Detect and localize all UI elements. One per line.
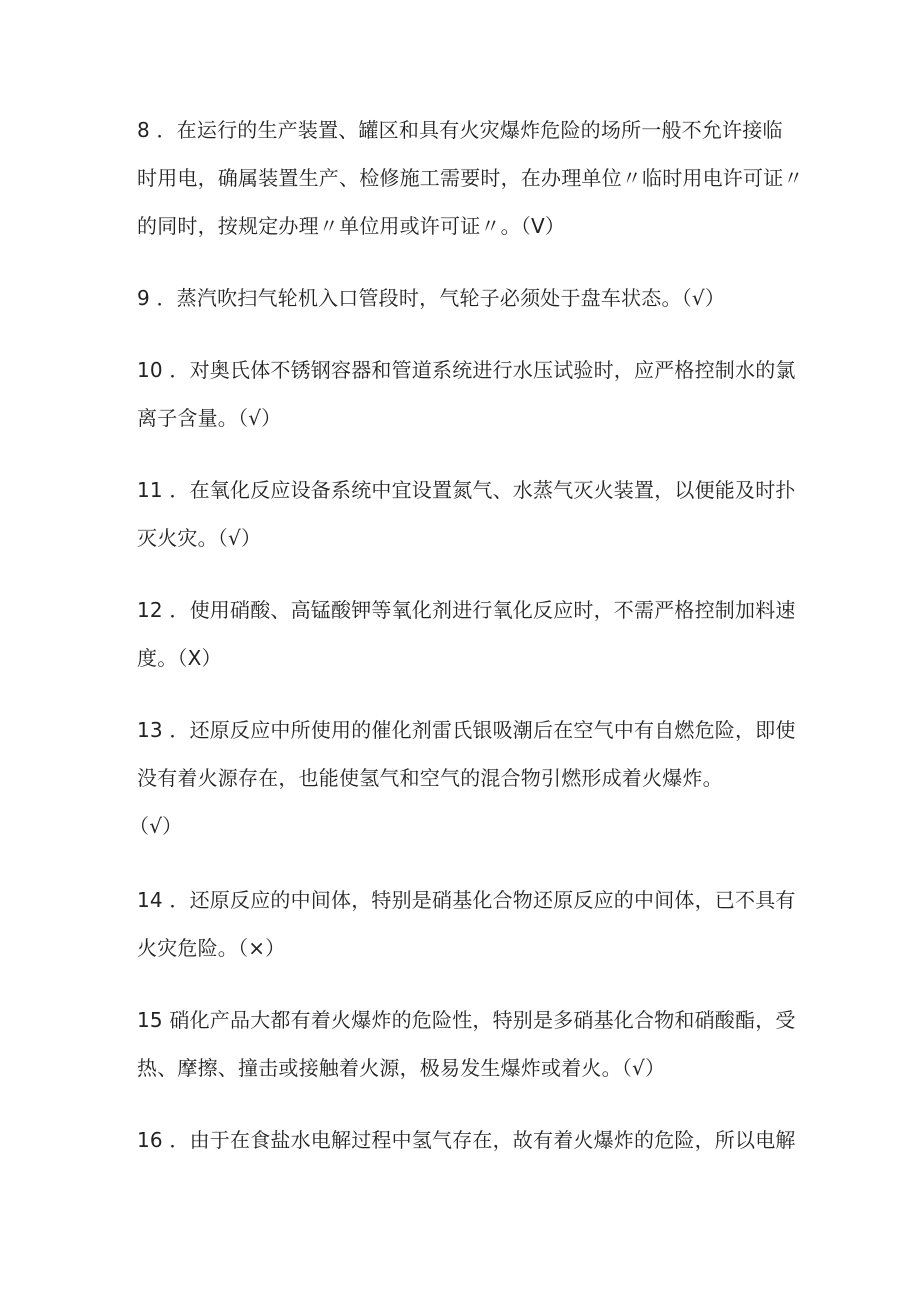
question-line: 没有着火源存在，也能使氢气和空气的混合物引燃形成着火爆炸。: [137, 766, 723, 790]
question-line: 热、摩擦、撞击或接触着火源，极易发生爆炸或着火。（√）: [137, 1056, 666, 1080]
question-11: [137, 466, 797, 562]
question-line: 的同时，按规定办理〃单位用或许可证〃。（V）: [137, 214, 566, 238]
question-line: 火灾危险。（×）: [137, 936, 286, 960]
question-line: 14 ．还原反应的中间体，特别是硝基化合物还原反应的中间体，已不具有: [137, 888, 796, 912]
question-12: [137, 586, 797, 682]
question-line: 16 ．由于在食盐水电解过程中氢气存在，故有着火爆炸的危险，所以电解: [137, 1128, 796, 1152]
question-line: 灭火灾。（√）: [137, 526, 262, 550]
question-line: 离子含量。（√）: [137, 406, 282, 430]
question-line: 10 ．对奥氏体不锈钢容器和管道系统进行水压试验时，应严格控制水的氯: [137, 358, 796, 382]
question-line: 时用电，确属装置生产、检修施工需要时，在办理单位〃临时用电许可证〃: [137, 166, 804, 190]
question-line: 15 硝化产品大都有着火爆炸的危险性，特别是多硝基化合物和硝酸酯，受: [137, 1008, 796, 1032]
question-line: 9 ．蒸汽吹扫气轮机入口管段时，气轮子必须处于盘车状态。（√）: [137, 286, 726, 310]
question-line: 8 ．在运行的生产装置、罐区和具有火灾爆炸危险的场所一般不允许接临: [137, 118, 783, 142]
question-line: 13 ．还原反应中所使用的催化剂雷氏银吸潮后在空气中有自燃危险，即使: [137, 718, 796, 742]
question-line: 11 ．在氧化反应设备系统中宜设置氮气、水蒸气灭火装置，以便能及时扑: [137, 478, 796, 502]
question-15: [137, 996, 797, 1092]
question-10: [137, 346, 797, 442]
question-line: 12 ．使用硝酸、高锰酸钾等氧化剂进行氧化反应时，不需严格控制加料速: [137, 598, 796, 622]
question-14: [137, 876, 797, 972]
question-8: [137, 106, 804, 250]
question-13: [129, 706, 797, 850]
question-line: 度。（X）: [137, 646, 222, 670]
question-9: [137, 274, 797, 322]
question-line: （√）: [129, 814, 183, 838]
question-16: [137, 1116, 797, 1164]
